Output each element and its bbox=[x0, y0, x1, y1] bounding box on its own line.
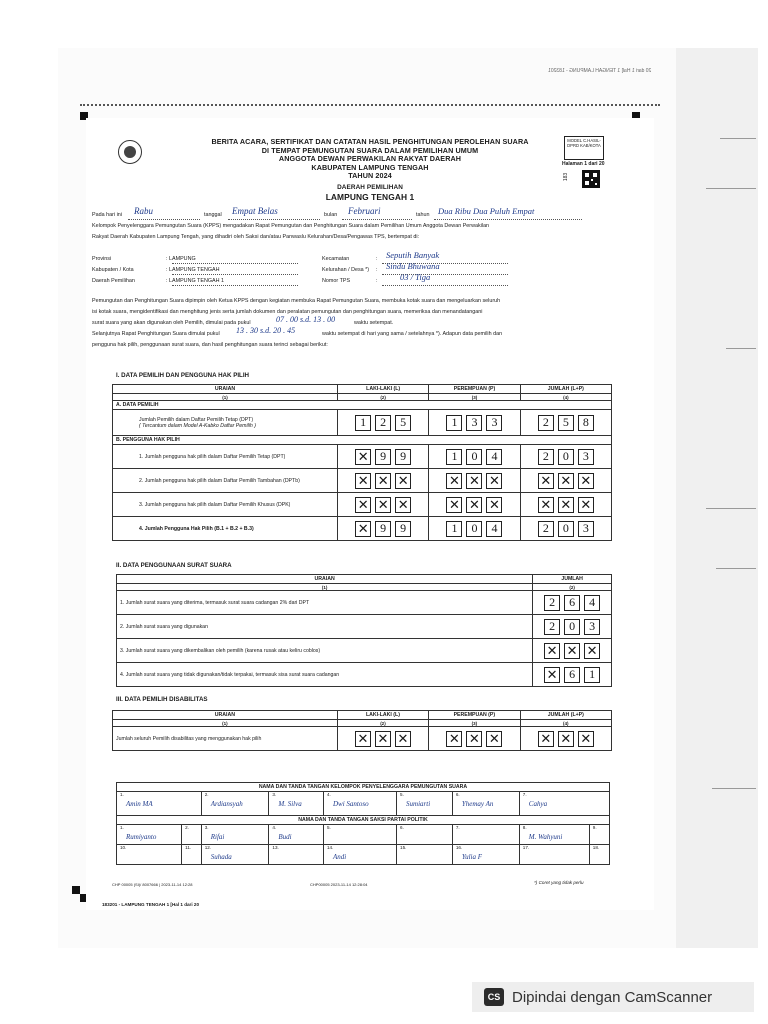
qr-code-icon bbox=[582, 170, 600, 188]
opening-para-1: Kelompok Penyelenggara Pemungutan Suara (KPPS) mengadakan Rapat Pemungutan dan Penghitungan Suara dalam Pemilihan Umum Anggota Dewan Perwakilan bbox=[92, 223, 490, 229]
table-row: 3. Jumlah surat suara yang dikembalikan oleh pemilih (karena rusak atau keliru coblos) ✕ ✕ ✕ bbox=[117, 639, 612, 663]
signature-number: 3. bbox=[272, 792, 277, 797]
procedure-line-2: isi kotak suara, mengidentifikasi dan menghitung jenis serta jumlah dokumen dan peralatan pemungutan dan penghitungan suara, memeriksa dan menandatangani bbox=[92, 309, 483, 315]
signature-number: 6. bbox=[455, 792, 460, 797]
signature-cell bbox=[324, 845, 397, 865]
table-row: 2. Jumlah pengguna hak pilih dalam Daftar Pemilih Tambahan (DPTb) ✕ ✕ ✕ ✕ ✕ ✕ ✕ ✕ ✕ bbox=[113, 469, 612, 493]
crossed-digit-box bbox=[355, 473, 371, 489]
signature-number: 2. bbox=[204, 792, 209, 797]
crossed-digit-box bbox=[446, 473, 462, 489]
digit-box: 2 bbox=[538, 415, 554, 431]
signature: Rumiyanto bbox=[126, 833, 157, 841]
camscanner-text: Dipindai dengan CamScanner bbox=[512, 988, 713, 1006]
digit-box: 3 bbox=[466, 415, 482, 431]
saksi-signature-row bbox=[117, 825, 610, 845]
section-1-table: URAIAN LAKI-LAKI (L) PEREMPUAN (P) JUMLAH (L+P) (1) (2) (3) (4) A. DATA PEMILIH Jumlah Pemilih dalam Daftar Pemilih Tetap (DPT) ( Tercantum dalam Model A-Kabko Daftar Pemilih ) 1 2 5 1 3 3 2 5 8 B. PENGGUNA HAK PILIH 1. Jumlah pengguna hak pilih dalam Daftar Pemilih Tetap (DPT) ✕ 9 9 1 0 4 2 0 3 2. Jumlah pengguna hak pilih dalam Daftar Pemilih Tambahan (DPTb) ✕ ✕ ✕ ✕ ✕ ✕ ✕ ✕ ✕ 3. Jumlah pengguna hak pilih dalam Daftar Pemilih Khusus (DPK) ✕ ✕ ✕ ✕ ✕ ✕ ✕ ✕ ✕ 4. Jumlah Pengguna Hak Pilih (B.1 + B.2 + B.3) ✕ 9 9 1 0 4 2 0 3 bbox=[112, 384, 612, 541]
signature: M. Wahyuni bbox=[528, 833, 563, 841]
crossed-digit-box bbox=[578, 497, 594, 513]
section-3-title: III. DATA PEMILIH DISABILITAS bbox=[116, 696, 208, 703]
signature-cell bbox=[452, 825, 519, 845]
kelurahan-value: Sindu Bhuwana bbox=[386, 261, 440, 271]
provinsi-label: Provinsi bbox=[92, 256, 112, 262]
signature-cell bbox=[519, 792, 609, 816]
signature-cell bbox=[324, 792, 397, 816]
digit-box: 0 bbox=[558, 449, 574, 465]
bulan-value: Februari bbox=[348, 206, 381, 216]
digit-box: 2 bbox=[544, 595, 560, 611]
opening-para-2: Rakyat Daerah Kabupaten Lampung Tengah, yang dihadiri oleh Saksi dan/atau Panwaslu Kelurahan/Desa/Pengawas TPS, bertempat di: bbox=[92, 234, 420, 240]
section-1b-label: B. PENGGUNA HAK PILIH bbox=[113, 436, 612, 445]
crossed-digit-box bbox=[355, 521, 371, 537]
tanggal-value: Empat Belas bbox=[232, 206, 278, 216]
kabupaten-label: Kabupaten / Kota bbox=[92, 267, 134, 273]
signature-cell bbox=[201, 792, 269, 816]
time-start: 07 . 00 s.d. 13 . 00 bbox=[276, 315, 336, 324]
signature-cell bbox=[452, 845, 519, 865]
digit-box: 3 bbox=[578, 521, 594, 537]
tps-value: 03 / Tiga bbox=[400, 272, 431, 282]
footer-left: CHP 00005 (SI)/ 8007666 | 2023-11-14 12:28 bbox=[112, 882, 193, 887]
digit-box: 2 bbox=[538, 449, 554, 465]
dpt-perempuan-boxes bbox=[432, 415, 516, 431]
digit-box: 1 bbox=[446, 415, 462, 431]
signature-cell bbox=[269, 792, 324, 816]
signature-number: 14. bbox=[327, 845, 334, 850]
digit-box: 5 bbox=[558, 415, 574, 431]
crossed-digit-box bbox=[558, 731, 574, 747]
signature-cell bbox=[397, 792, 453, 816]
digit-box: 4 bbox=[486, 521, 502, 537]
perforation-line bbox=[80, 104, 660, 106]
digit-box: 0 bbox=[466, 521, 482, 537]
digit-box: 9 bbox=[395, 521, 411, 537]
table-row: Jumlah seluruh Pemilih disabilitas yang menggunakan hak pilih ✕ ✕ ✕ ✕ ✕ ✕ ✕ ✕ ✕ bbox=[113, 727, 612, 751]
crossed-digit-box bbox=[375, 473, 391, 489]
signature-cell bbox=[269, 825, 324, 845]
table-row: 2. Jumlah surat suara yang digunakan 2 0 3 bbox=[117, 615, 612, 639]
signature-number: 7. bbox=[455, 825, 460, 830]
digit-box: 9 bbox=[395, 449, 411, 465]
kpps-title: NAMA DAN TANDA TANGAN KELOMPOK PENYELENGGARA PEMUNGUTAN SUARA bbox=[117, 783, 610, 792]
crossed-digit-box bbox=[395, 473, 411, 489]
dapil-field-label: Daerah Pemilihan bbox=[92, 278, 135, 284]
signature-number: 9. bbox=[592, 825, 597, 830]
crossed-digit-box bbox=[355, 449, 371, 465]
crossed-digit-box bbox=[355, 731, 371, 747]
bulan-label: bulan bbox=[324, 212, 338, 218]
table-row: 1. Jumlah surat suara yang diterima, termasuk surat suara cadangan 2% dari DPT 2 6 4 bbox=[117, 591, 612, 615]
crossed-digit-box bbox=[375, 497, 391, 513]
footer-center: CHP00005 2023-11-14 12:28:04 bbox=[310, 882, 368, 887]
crossed-digit-box bbox=[538, 497, 554, 513]
signature: Andi bbox=[333, 853, 347, 861]
digit-box: 0 bbox=[564, 619, 580, 635]
digit-box: 3 bbox=[578, 449, 594, 465]
signature: Cahya bbox=[528, 800, 548, 808]
digit-box: 9 bbox=[375, 521, 391, 537]
signature-number: 15. bbox=[400, 845, 407, 850]
crossed-digit-box bbox=[578, 731, 594, 747]
crossed-digit-box bbox=[578, 473, 594, 489]
crossed-digit-box bbox=[486, 731, 502, 747]
signature-cell bbox=[324, 825, 397, 845]
signature: Yhemay An bbox=[461, 800, 494, 808]
signature-number: 7. bbox=[522, 792, 527, 797]
signature-number: 6. bbox=[400, 825, 404, 830]
digit-box: 2 bbox=[375, 415, 391, 431]
scan-edge bbox=[676, 48, 758, 948]
signature-cell bbox=[519, 845, 589, 865]
signature-number: 12. bbox=[204, 845, 212, 850]
section-1-title: I. DATA PEMILIH DAN PENGGUNA HAK PILIH bbox=[116, 372, 250, 379]
provinsi-value: : LAMPUNG bbox=[166, 256, 196, 262]
digit-box: 8 bbox=[578, 415, 594, 431]
digit-box: 6 bbox=[564, 595, 580, 611]
kecamatan-label: Kecamatan bbox=[322, 256, 350, 262]
pada-hari-label: Pada hari ini bbox=[92, 212, 122, 218]
digit-box: 2 bbox=[538, 521, 554, 537]
signature-cell bbox=[589, 825, 609, 845]
digit-box: 1 bbox=[584, 667, 600, 683]
signature-number: 4. bbox=[327, 792, 331, 797]
section-3-table: URAIAN LAKI-LAKI (L) PEREMPUAN (P) JUMLAH (L+P) (1) (2) (3) (4) Jumlah seluruh Pemilih disabilitas yang menggunakan hak pilih ✕ ✕ ✕ ✕ ✕ ✕ ✕ ✕ ✕ bbox=[112, 710, 612, 751]
procedure-line-4b: waktu setempat di hari yang sama / setelahnya *). Adapun data pemilih dan bbox=[322, 331, 503, 337]
signature-number: 18. bbox=[592, 845, 600, 850]
form-title: BERITA ACARA, SERTIFIKAT DAN CATATAN HASIL PENGHITUNGAN PEROLEHAN SUARA DI TEMPAT PEMUNGUTAN SUARA DALAM PEMILIHAN UMUM ANGGOTA DEWAN PERWAKILAN RAKYAT DAERAH KABUPATEN LAMPUNG TENGAH TAHUN 2024 bbox=[211, 137, 529, 181]
crossed-digit-box bbox=[558, 497, 574, 513]
signature-cell bbox=[182, 825, 202, 845]
digit-box: 3 bbox=[584, 619, 600, 635]
procedure-line-4: Selanjutnya Rapat Penghitungan Suara dimulai pukul bbox=[92, 331, 220, 337]
dapil-name: LAMPUNG TENGAH 1 bbox=[325, 192, 415, 202]
dpt-laki-boxes bbox=[341, 415, 425, 431]
signature-number: 13. bbox=[272, 845, 279, 850]
hari-value: Rabu bbox=[134, 206, 153, 216]
kpps-signature-row bbox=[117, 792, 610, 816]
model-box: MODEL C.HASIL-DPRD KAB/KOTA bbox=[564, 136, 604, 160]
crossed-digit-box bbox=[538, 473, 554, 489]
table-row: 1. Jumlah pengguna hak pilih dalam Daftar Pemilih Tetap (DPT) ✕ 9 9 1 0 4 2 0 3 bbox=[113, 445, 612, 469]
dapil-field-value: : LAMPUNG TENGAH 1 bbox=[166, 278, 225, 284]
crossed-digit-box bbox=[544, 643, 560, 659]
signature: Budi bbox=[278, 833, 292, 841]
digit-box: 1 bbox=[446, 521, 462, 537]
signature-cell bbox=[519, 825, 589, 845]
kecamatan-value: Seputih Banyak bbox=[386, 250, 440, 260]
signature-number: 17. bbox=[522, 845, 530, 850]
digit-box: 9 bbox=[375, 449, 391, 465]
procedure-line-3b: waktu setempat. bbox=[354, 320, 394, 326]
signature-number: 3. bbox=[204, 825, 209, 830]
crossed-digit-box bbox=[564, 643, 580, 659]
crossed-digit-box bbox=[466, 497, 482, 513]
signature-number: 4. bbox=[272, 825, 277, 830]
table-row: 3. Jumlah pengguna hak pilih dalam Daftar Pemilih Khusus (DPK) ✕ ✕ ✕ ✕ ✕ ✕ ✕ ✕ ✕ bbox=[113, 493, 612, 517]
form-page: BERITA ACARA, SERTIFIKAT DAN CATATAN HASIL PENGHITUNGAN PEROLEHAN SUARA DI TEMPAT PEMUNGUTAN SUARA DALAM PEMILIHAN UMUM ANGGOTA DEWAN PERWAKILAN RAKYAT DAERAH KABUPATEN LAMPUNG TENGAH TAHUN 2024 DAERAH PEMILIHAN LAMPUNG TENGAH 1 MODEL C.HASIL-DPRD KAB/KOTA Halaman 1 dari 20 183 Pada hari ini Rabu tanggal Empat Belas bulan Februari tahun Dua Ribu Dua Puluh Empat Kelompok Penyelenggara Pemungutan Suara (KPPS) mengadakan Rapat Pemungutan dan Penghitungan Suara dalam Pemilihan Umum Anggota Dewan Perwakilan Rakyat Daerah Kabupaten Lampung Tengah, yang dihadiri oleh Saksi dan/atau Panwaslu Kelurahan/Desa/Pengawas TPS, bertempat di: Provinsi : LAMPUNG Kabupaten / Kota : LAMPUNG TENGAH Daerah Pemilihan : LAMPUNG TENGAH 1 Kecamatan : Seputih Banyak Kelurahan / Desa *) : Sindu Bhuwana Nomor TPS : 03 / Tiga Pemungutan dan Penghitungan Suara dipimpin oleh Ketua KPPS dengan kegiatan membuka Rapat Pemungutan Suara, membuka kotak suara dan mengeluarkan seluruh isi kotak suara, mengidentifikasi dan menghitung jenis serta jumlah dokumen dan peralatan pemungutan dan penghitungan suara, memeriksa dan menandatangani surat suara yang akan digunakan oleh Pemilih, dimulai pada pukul 07 . 00 s.d. 13 . 00 waktu setempat. Selanjutnya Rapat Penghitungan Suara dimulai pukul 13 . 30 s.d. 20 . 45 waktu setempat di hari yang sama / setelahnya *). Adapun data pemilih dan pengguna hak pilih, penggunaan surat suara, dan hasil penghitungan suara terinci sebagai berikut: I. DATA PEMILIH DAN PENGGUNA HAK PILIH URAIAN LAKI-LAKI (L) PEREMPUAN (P) JUMLAH (L+P) (1) (2) (3) (4) A. DATA PEMILIH Jumlah Pemilih dalam Daftar Pemilih Tetap (DPT) ( Tercantum dalam Model A-Kabko Daftar Pemilih ) 1 2 5 1 3 3 2 5 8 B. PENGGUNA HAK PILIH 1. Jumlah pengguna hak pilih dalam Daftar Pemilih Tetap (DPT) ✕ 9 9 1 0 4 2 0 3 2. Jumlah pengguna hak pilih dalam Daftar Pemilih Tambahan (DPTb) ✕ ✕ ✕ ✕ ✕ ✕ ✕ ✕ ✕ 3. Jumlah pengguna hak pilih dalam Daftar Pemilih Khusus (DPK) ✕ ✕ ✕ ✕ ✕ ✕ ✕ ✕ ✕ 4. Jumlah Pengguna Hak Pilih (B.1 + B.2 + B.3) ✕ 9 9 1 0 4 2 0 3 II. DATA PENGGUNAAN SURAT SUARA URAIAN JUMLAH (1) (2) 1. Jumlah surat suara yang diterima, termasuk surat suara cadangan 2% dari DPT 2 6 4 2. Jumlah surat suara yang digunakan 2 0 3 3. Jumlah surat suara yang dikembalikan oleh pemilih (karena rusak atau keliru coblos) ✕ ✕ ✕ 4. Jumlah surat suara yang tidak digunakan/tidak terpakai, termasuk sisa surat suara cadangan ✕ 6 1 III. DATA PEMILIH DISABILITAS URAIAN LAKI-LAKI (L) PEREMPUAN (P) JUMLAH (L+P) (1) (2) (3) (4) Jumlah seluruh Pemilih disabilitas yang menggunakan hak pilih ✕ ✕ ✕ ✕ ✕ ✕ ✕ ✕ ✕ NAMA DAN TANDA TANGAN KELOMPOK PENYELENGGARA PEMUNGUTAN SUARA 1. Amin MA 2. Ardiansyah 3. M. Silva 4. Dwi Santoso 5. Sumiarti 6. Yhemay An 7. Cahya NAMA DAN TANDA TANGAN SAKSI PARTAI POLITIK 1. Rumiyanto 2. 3. Rifai 4. Budi 5. 6. 7. 8. M. Wahyuni 9. 10. 11. 12. Suhada 13. 14. Andi 15. 16. Yulia F 17. 18. *) Coret yang tidak perlu CHP 00005 (SI)/ 8007666 | 2023-11-14 12:28 CHP00005 2023-11-14 12:28:04 183201 - LAMPUNG TENGAH 1 [Hal 1 dari 20 bbox=[86, 118, 654, 910]
signature-number: 16. bbox=[455, 845, 463, 850]
signature: Dwi Santoso bbox=[333, 800, 369, 808]
signature: M. Silva bbox=[278, 800, 302, 808]
section-2-title: II. DATA PENGGUNAAN SURAT SUARA bbox=[116, 562, 232, 569]
signature-cell bbox=[117, 825, 182, 845]
digit-box: 4 bbox=[486, 449, 502, 465]
camscanner-logo-icon: CS bbox=[484, 988, 504, 1006]
mirrored-bleed-text: 20 dari 1 Hal] 1 TENGAH LAMPUNG - 183201 bbox=[548, 68, 652, 74]
registration-mark bbox=[72, 886, 80, 894]
signature: Yulia F bbox=[461, 853, 482, 861]
signature-number: 5. bbox=[400, 792, 404, 797]
digit-box: 0 bbox=[466, 449, 482, 465]
crossed-digit-box bbox=[446, 731, 462, 747]
digit-box: 3 bbox=[486, 415, 502, 431]
crossed-digit-box bbox=[544, 667, 560, 683]
crossed-digit-box bbox=[466, 473, 482, 489]
saksi-title: NAMA DAN TANDA TANGAN SAKSI PARTAI POLITIK bbox=[117, 816, 610, 825]
signature-number: 11. bbox=[185, 845, 192, 850]
digit-box: 1 bbox=[446, 449, 462, 465]
camscanner-watermark bbox=[472, 982, 754, 1012]
signature-table bbox=[116, 782, 610, 865]
kabupaten-value: : LAMPUNG TENGAH bbox=[166, 267, 220, 273]
digit-box: 1 bbox=[355, 415, 371, 431]
note: *) Coret yang tidak perlu bbox=[534, 880, 584, 885]
procedure-line-1: Pemungutan dan Penghitungan Suara dipimpin oleh Ketua KPPS dengan kegiatan membuka Rapat Pemungutan Suara, membuka kotak suara dan mengeluarkan seluruh bbox=[92, 298, 501, 304]
dapil-label: DAERAH PEMILIHAN bbox=[337, 184, 403, 191]
signature: Ardiansyah bbox=[210, 800, 243, 808]
tps-label: Nomor TPS bbox=[322, 278, 351, 284]
kelurahan-label: Kelurahan / Desa *) bbox=[322, 267, 370, 273]
page-count: Halaman 1 dari 20 bbox=[562, 161, 605, 167]
section-2-table: URAIAN JUMLAH (1) (2) 1. Jumlah surat suara yang diterima, termasuk surat suara cadangan 2% dari DPT 2 6 4 2. Jumlah surat suara yang digunakan 2 0 3 3. Jumlah surat suara yang dikembalikan oleh pemilih (karena rusak atau keliru coblos) ✕ ✕ ✕ 4. Jumlah surat suara yang tidak digunakan/tidak terpakai, termasuk sisa surat suara cadangan ✕ 6 1 bbox=[116, 574, 612, 687]
signature-cell bbox=[201, 845, 269, 865]
digit-box: 2 bbox=[544, 619, 560, 635]
signature-number: 10. bbox=[120, 845, 127, 850]
signature-cell bbox=[117, 845, 182, 865]
section-1a-label: A. DATA PEMILIH bbox=[113, 401, 612, 410]
crossed-digit-box bbox=[486, 473, 502, 489]
signature-number: 1. bbox=[120, 825, 124, 830]
signature-cell bbox=[269, 845, 324, 865]
digit-box: 4 bbox=[584, 595, 600, 611]
tanggal-label: tanggal bbox=[204, 212, 222, 218]
crossed-digit-box bbox=[395, 731, 411, 747]
crossed-digit-box bbox=[375, 731, 391, 747]
crossed-digit-box bbox=[584, 643, 600, 659]
crossed-digit-box bbox=[446, 497, 462, 513]
crossed-digit-box bbox=[538, 731, 554, 747]
signature-number: 8. bbox=[522, 825, 527, 830]
crossed-digit-box bbox=[558, 473, 574, 489]
digit-box: 5 bbox=[395, 415, 411, 431]
crossed-digit-box bbox=[486, 497, 502, 513]
crossed-digit-box bbox=[395, 497, 411, 513]
side-code: 183 bbox=[563, 172, 570, 182]
signature-cell bbox=[397, 825, 453, 845]
time-count: 13 . 30 s.d. 20 . 45 bbox=[236, 326, 296, 335]
procedure-line-5: pengguna hak pilih, penggunaan surat suara, dan hasil penghitungan suara terinci sebagai berikut: bbox=[92, 342, 328, 348]
signature-number: 2. bbox=[185, 825, 189, 830]
signature: Sumiarti bbox=[406, 800, 431, 808]
signature-cell bbox=[397, 845, 453, 865]
signature-cell bbox=[117, 792, 202, 816]
signature-cell bbox=[201, 825, 269, 845]
table-row: 4. Jumlah surat suara yang tidak digunakan/tidak terpakai, termasuk sisa surat suara cadangan ✕ 6 1 bbox=[117, 663, 612, 687]
dpt-jumlah-boxes bbox=[524, 415, 608, 431]
tahun-label: tahun bbox=[416, 212, 430, 218]
footer-code: 183201 - LAMPUNG TENGAH 1 [Hal 1 dari 20 bbox=[102, 902, 200, 907]
crossed-digit-box bbox=[466, 731, 482, 747]
crossed-digit-box bbox=[355, 497, 371, 513]
signature-number: 5. bbox=[327, 825, 331, 830]
digit-box: 6 bbox=[564, 667, 580, 683]
procedure-line-3: surat suara yang akan digunakan oleh Pemilih, dimulai pada pukul bbox=[92, 320, 251, 326]
signature: Suhada bbox=[210, 853, 232, 861]
table-row: Jumlah Pemilih dalam Daftar Pemilih Tetap (DPT) ( Tercantum dalam Model A-Kabko Daftar Pemilih ) 1 2 5 1 3 3 2 5 8 bbox=[113, 410, 612, 436]
saksi-signature-row bbox=[117, 845, 610, 865]
tahun-value: Dua Ribu Dua Puluh Empat bbox=[438, 206, 535, 216]
signature-cell bbox=[589, 845, 609, 865]
table-row: 4. Jumlah Pengguna Hak Pilih (B.1 + B.2 + B.3) ✕ 9 9 1 0 4 2 0 3 bbox=[113, 517, 612, 541]
signature-number: 1. bbox=[120, 792, 124, 797]
signature: Rifai bbox=[210, 833, 225, 841]
digit-box: 0 bbox=[558, 521, 574, 537]
signature: Amin MA bbox=[126, 800, 153, 808]
signature-cell bbox=[452, 792, 519, 816]
signature-cell bbox=[182, 845, 202, 865]
